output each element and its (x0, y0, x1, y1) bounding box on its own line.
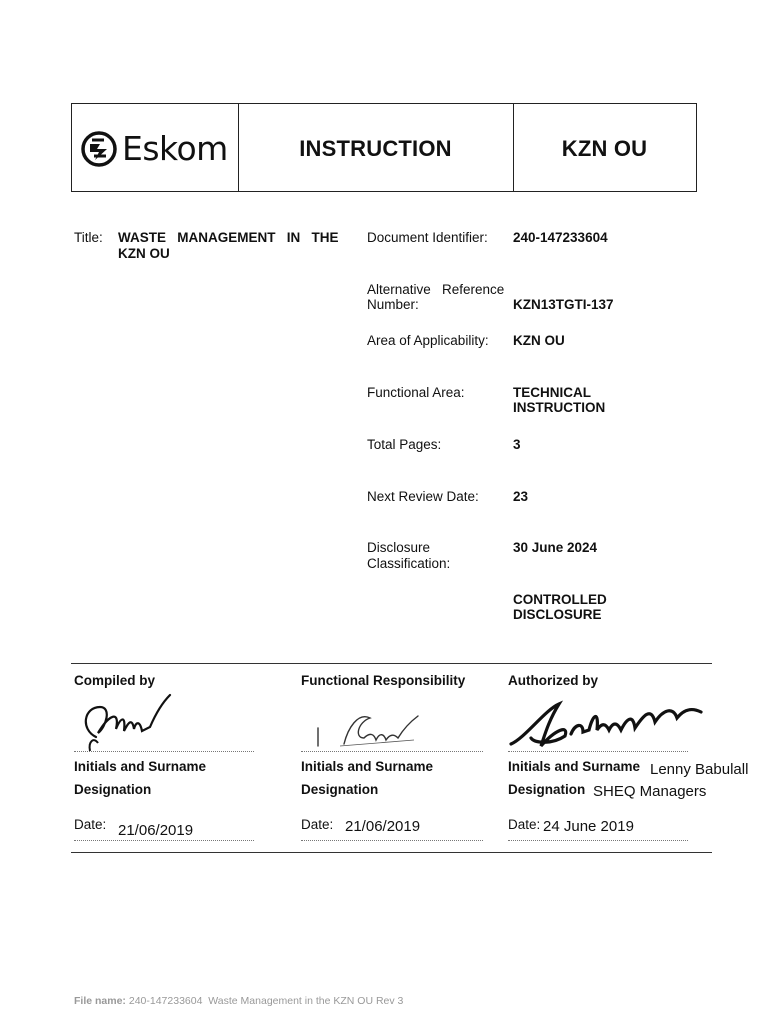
area-label: Area of Applicability: (367, 333, 489, 348)
authorizer-date-label: Date: (508, 817, 541, 832)
compiler-designation-label: Designation (74, 782, 152, 797)
functional-label: Functional Area: (367, 385, 465, 400)
compiled-by-heading: Compiled by (74, 673, 156, 688)
header-table (71, 103, 697, 192)
compiler-initials-label: Initials and Surname (74, 759, 207, 774)
authorizer-name: Lenny Babulall (650, 761, 749, 778)
compiler-signature-line (74, 751, 254, 752)
authorizer-date: 24 June 2019 (543, 818, 634, 835)
disclosure-value: 30 June 2024 (513, 540, 598, 555)
authorized-by-heading: Authorized by (508, 673, 598, 688)
logo-cell (72, 104, 239, 191)
authorizer-initials-label: Initials and Surname (508, 759, 641, 774)
controlled-line-2: DISCLOSURE (513, 607, 602, 622)
functional-date-line (301, 840, 483, 841)
functional-value-1: TECHNICAL (513, 385, 591, 400)
functional-designation-label: Designation (301, 782, 379, 797)
file-name-label: File name: (74, 995, 126, 1007)
alt-ref-label-1: Alternative Reference (367, 282, 505, 297)
pages-label: Total Pages: (367, 437, 442, 452)
authorizer-date-line (508, 840, 688, 841)
pages-value: 3 (513, 437, 521, 452)
doc-id-label: Document Identifier: (367, 230, 488, 245)
compiler-signature (76, 693, 176, 753)
eskom-logo (80, 129, 228, 168)
title-label: Title: (74, 230, 103, 245)
authorizer-signature-line (508, 751, 688, 752)
functional-signature (314, 708, 424, 750)
title-value-line2: KZN OU (118, 246, 170, 261)
signoff-bottom-rule (71, 852, 712, 853)
alt-ref-value: KZN13TGTI-137 (513, 297, 614, 312)
review-value: 23 (513, 489, 529, 504)
file-name-value: 240-147233604 Waste Management in the KZN OU Rev 3 (128, 995, 404, 1007)
functional-initials-label: Initials and Surname (301, 759, 434, 774)
functional-value-2: INSTRUCTION (513, 400, 606, 415)
review-label: Next Review Date: (367, 489, 479, 504)
functional-date-label: Date: (301, 817, 334, 832)
eskom-logo-icon (80, 130, 118, 168)
functional-date: 21/06/2019 (345, 818, 421, 835)
authorizer-signature (505, 700, 705, 752)
doc-id-value: 240-147233604 (513, 230, 608, 245)
authorizer-designation: SHEQ Managers (593, 783, 707, 800)
compiler-date-line (74, 840, 254, 841)
title-value-line1: WASTE MANAGEMENT IN THE (118, 230, 339, 245)
disclosure-label-2: Classification: (367, 556, 451, 571)
area-value: KZN OU (513, 333, 565, 348)
file-name-footer (74, 995, 403, 1007)
compiler-date-label: Date: (74, 817, 107, 832)
compiler-date: 21/06/2019 (118, 822, 194, 839)
logo-text: Eskom (122, 129, 228, 168)
functional-signature-line (301, 751, 483, 752)
functional-responsibility-heading: Functional Responsibility (301, 673, 466, 688)
authorizer-designation-label: Designation (508, 782, 586, 797)
document-type: INSTRUCTION (238, 104, 514, 191)
disclosure-label-1: Disclosure (367, 540, 431, 555)
operating-unit: KZN OU (561, 136, 648, 161)
signoff-top-rule (71, 663, 712, 664)
alt-ref-label-2: Number: (367, 297, 419, 312)
controlled-line-1: CONTROLLED (513, 592, 607, 607)
